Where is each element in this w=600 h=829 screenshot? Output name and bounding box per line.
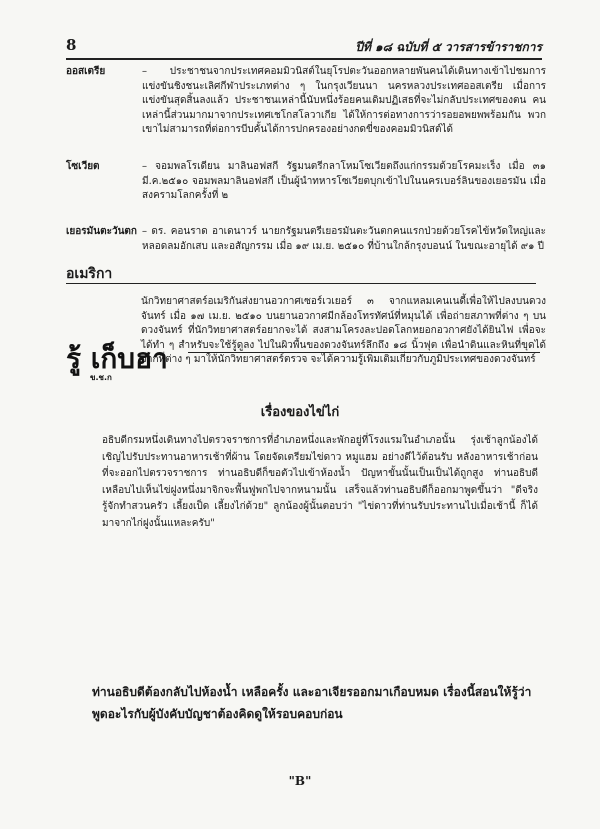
- news-text: – จอมพลโรเดียน มาลินอฟสกี รัฐมนตรีกลาโหมโซเวียตถึงแก่กรรมด้วยโรคมะเร็ง เมื่อ ๓๑ มี.ค.๒๕๑๐ จอมพลมาลินอฟสกี เป็นผู้นำทหารโซเวียตบุกเข้าไปในนครเบอร์ลินของเยอรมัน เมื่อสงครามโลกครั้งที่ ๒: [142, 161, 546, 202]
- journal-title: ปีที่ ๑๘ ฉบับที่ ๕ วารสารข้าราชการ: [355, 40, 542, 54]
- news-text: – ดร. คอนราด อาเดนาวร์ นายกรัฐมนตรีเยอรมันตะวันตกคนแรกป่วยด้วยโรคไข้หวัดใหญ่และหลอดลมอักเสบ และอสัญกรรม เมื่อ ๑๙ เม.ย. ๒๕๑๐ ที่บ้านใกล้กรุงบอนน์ ในขณะอายุได้ ๙๑ ปี: [142, 226, 546, 252]
- story-title: เรื่องของไข่ไก่: [260, 405, 340, 420]
- story-paragraph-2: ท่านอธิบดีต้องกลับไปห้องน้ำ เหลือครั้ง และอาเจียรออกมาเกือบหมด เรื่องนี้สอนให้รู้ว่าพูดอะไรกับผู้บังคับบัญชาต้องคิดดูให้รอบคอบก่อน: [92, 685, 532, 721]
- section-divider: [66, 283, 536, 284]
- news-text: – ประชาชนจากประเทศคอมมิวนิสต์ในยุโรปตะวันออกหลายพันคนได้เดินทางเข้าไปชมการแข่งขันชิงชนะเลิศกีฬาประเภทต่าง ๆ ในกรุงเวียนนา นครหลวงประเทศออสเตรีย เมื่อการแข่งขันสุดสิ้นลงแล้ว ประชาชนเหล่านี้นับหนึ่งร้อยคนเดิมปฏิเสธที่จะไม่กลับประเทศของตน คนเหล่านี้ส่วนมากมาจากประเทศเชโกสโลวาเกีย ได้ให้การต่อทางการว่ารอยอพยพพร้อมกัน พวกเขาไม่สามารถที่ต่อการบีบคั้นได้การปกครองอย่างกดขี่ของคอมมิวนิสต์ได้: [142, 66, 546, 136]
- logo-text: รู้ เก็บฮา: [66, 342, 168, 375]
- column-divider: [188, 352, 540, 353]
- news-country: ออสเตรีย: [66, 66, 106, 77]
- column-logo: [64, 338, 184, 382]
- news-entry-west-germany: [66, 225, 546, 254]
- footer-mark: "B": [288, 774, 312, 788]
- news-entry-austria: [66, 65, 546, 138]
- america-paragraph: นักวิทยาศาสตร์อเมริกันส่งยานอวกาศเซอร์เวเยอร์ ๓ จากแหลมเคนเนดี้เพื่อให้ไปลงบนดวงจันทร์ เมื่อ ๑๗ เม.ย. ๒๕๑๐ บนยานอวกาศมีกล้องโทรทัศน์ที่หมุนได้ เพื่อถ่ายสภาพที่ต่าง ๆ บนดวงจันทร์ ที่นักวิทยาศาสตร์อยากจะได้ สงสามโครงละปอดโลกหยอกอวกาศยังได้ยินไฟ เพื่อจะได้ทำ ๆ สำหรับจะใช้รู้ดูลง ไปในผิวพื้นของดวงจันทร์ลึกถึง ๑๘ นิ้วฟุต เพื่อนำดินและหินที่ขุดได้จากที่ต่าง ๆ มาให้นักวิทยาศาสตร์ตรวจ จะได้ความรู้เพิ่มเติมเกี่ยวกับภูมิประเทศของดวงจันทร์: [141, 296, 546, 366]
- page-header: [66, 34, 542, 60]
- story-paragraph-1: อธิบดีกรมหนึ่งเดินทางไปตรวจราชการที่อำเภอหนึ่งและพักอยู่ที่โรงแรมในอำเภอนั้น รุ่งเช้าลูกน้องได้เชิญไปรับประทานอาหารเช้าที่ผ้าน โดยจัดเตรียมไข่ดาว หมูแฮม อย่างดีไว้ต้อนรับ หลังอาหารเช้าก่อนที่จะออกไปตรวจราชการ ท่านอธิบดีก็ขอตัวไปเข้าห้องน้ำ ปัญหาขั้นนั้นเป็นเป็นได้ถูกสูง ท่านอธิบดีเหลือบไปเห็นไข่ฝูงหนึ่งมาจิกจะพื้นฟูพกไปจากหนามนั้น เสร็จแล้วท่านอธิบดีก็ออกมาพูดขึ้นว่า "ดีจริง รู้จักทำสวนครัว เลี้ยงเป็ด เลี้ยงไก่ด้วย" ลูกน้องผู้นั้นตอบว่า "ไข่ดาวที่ท่านรับประทานไปเมื่อเช้านี้ ก็ได้มาจากไก่ฝูงนั้นแหละครับ": [102, 435, 538, 529]
- page-number: 8: [66, 36, 77, 54]
- logo-subtext: ข.ช.ก: [90, 373, 112, 382]
- section-heading-america: อเมริกา: [66, 266, 113, 282]
- news-country: เยอรมันตะวันตก: [66, 226, 137, 237]
- news-country: โซเวียต: [66, 161, 100, 172]
- news-entry-soviet: [66, 160, 546, 204]
